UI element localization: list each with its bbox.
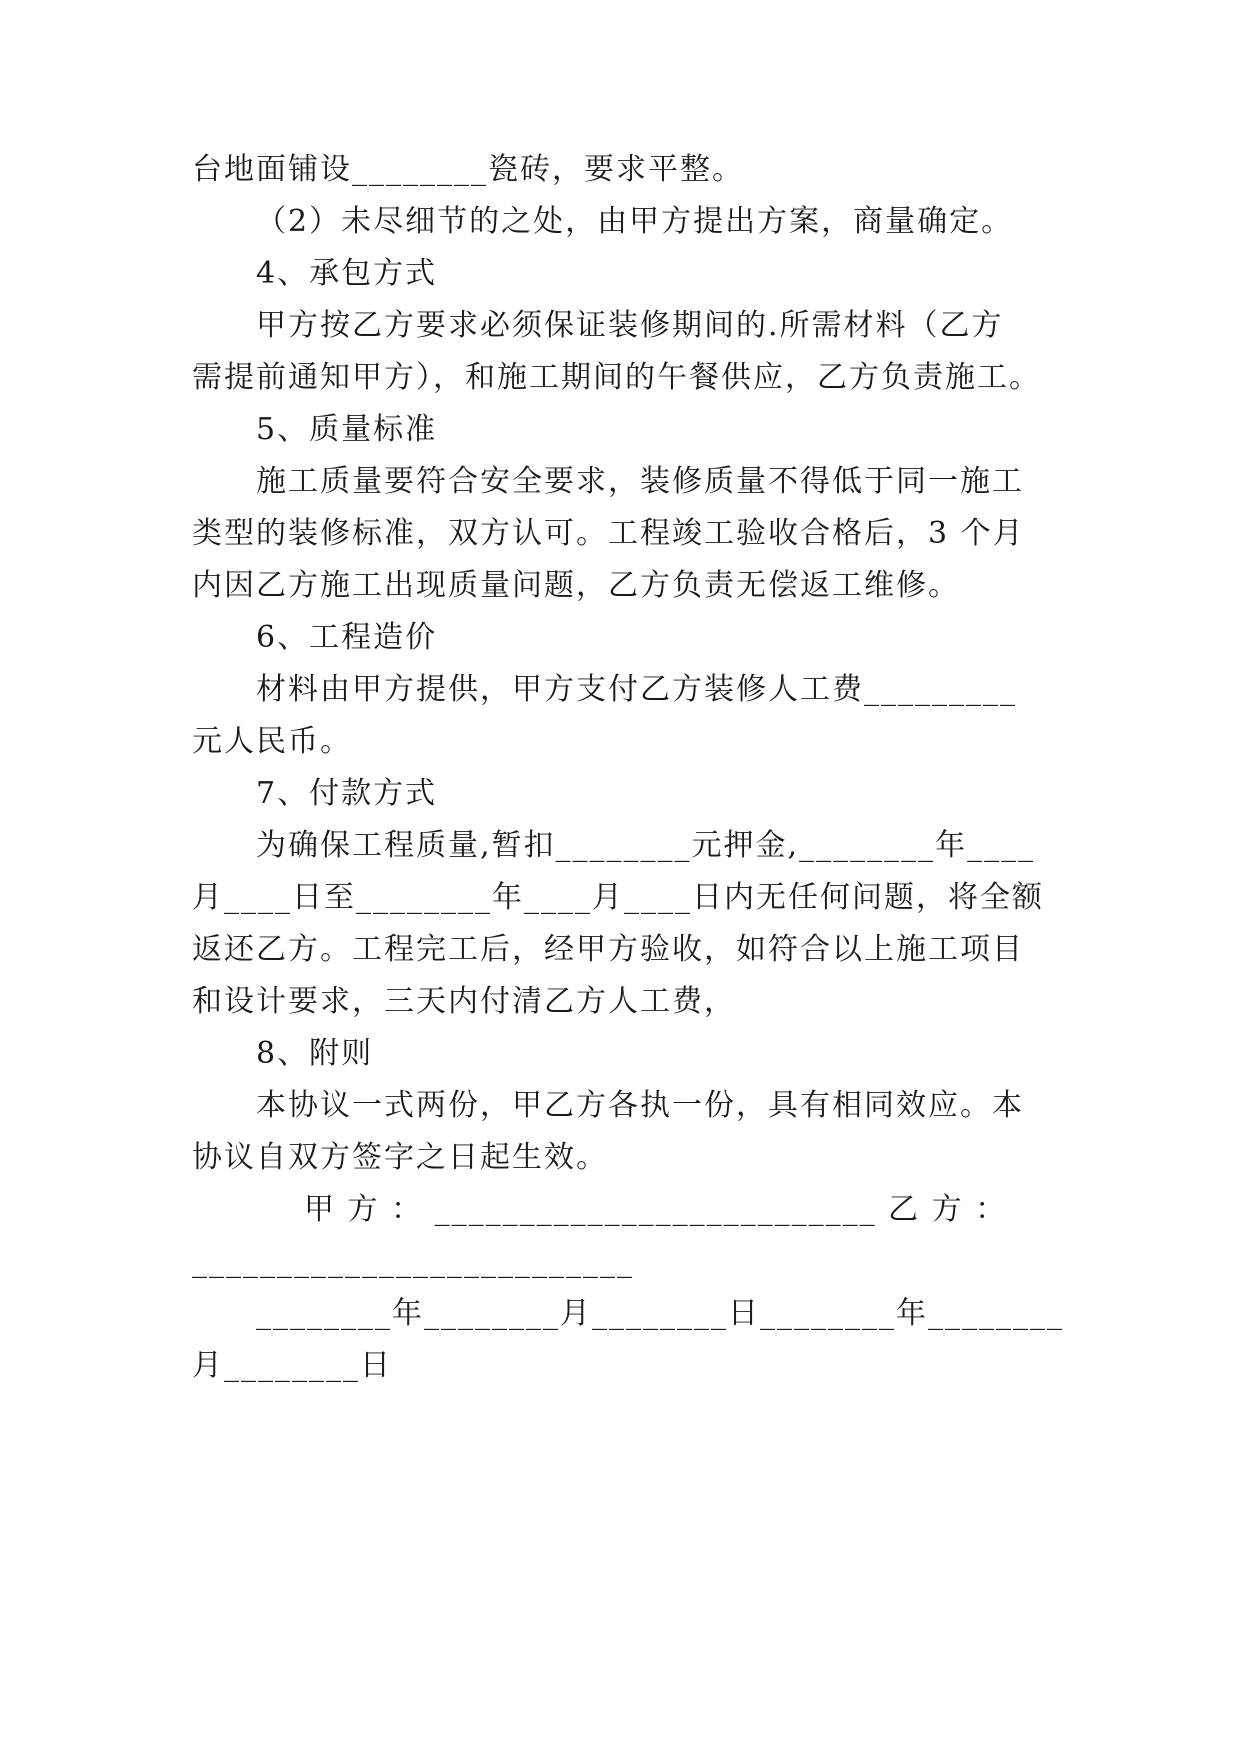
paragraph-line: 类型的装修标准，双方认可。工程竣工验收合格后，3 个月 (192, 516, 1025, 551)
signature-line: 甲 方 ： __________________________ 乙 方 ： (304, 1192, 1008, 1227)
paragraph-line: 返还乙方。工程完工后，经甲方验收，如符合以上施工项目 (192, 932, 1024, 967)
paragraph-line: 甲方按乙方要求必须保证装修期间的.所需材料（乙方 (256, 308, 1004, 343)
signature-blank: __________________________ (192, 1244, 634, 1279)
date-line: ________年________月________日________年________ (256, 1296, 1064, 1331)
paragraph-line: （2）未尽细节的之处，由甲方提出方案，商量确定。 (256, 204, 1014, 239)
paragraph-line: 施工质量要符合安全要求，装修质量不得低于同一施工 (256, 464, 1024, 499)
section-heading: 6、工程造价 (256, 620, 438, 655)
section-heading: 5、质量标准 (256, 412, 438, 447)
section-heading: 4、承包方式 (256, 256, 438, 291)
paragraph-line: 内因乙方施工出现质量问题，乙方负责无偿返工维修。 (192, 568, 960, 603)
paragraph-line: 需提前通知甲方），和施工期间的午餐供应，乙方负责施工。 (192, 360, 1041, 395)
paragraph-line: 本协议一式两份，甲乙方各执一份，具有相同效应。本 (256, 1088, 1024, 1123)
paragraph-line: 为确保工程质量,暂扣________元押金,________年____ (256, 828, 1036, 863)
paragraph-line: 元人民币。 (192, 724, 352, 759)
section-heading: 8、附则 (256, 1036, 374, 1071)
paragraph-line: 月____日至________年____月____日内无任何问题，将全额 (192, 880, 1044, 915)
paragraph-line: 和设计要求，三天内付清乙方人工费， (192, 984, 736, 1019)
paragraph-line: 材料由甲方提供，甲方支付乙方装修人工费_________ (256, 672, 1017, 707)
paragraph-line: 台地面铺设________瓷砖，要求平整。 (192, 152, 744, 187)
section-heading: 7、付款方式 (256, 776, 438, 811)
date-line: 月________日 (192, 1348, 392, 1383)
paragraph-line: 协议自双方签字之日起生效。 (192, 1140, 608, 1175)
